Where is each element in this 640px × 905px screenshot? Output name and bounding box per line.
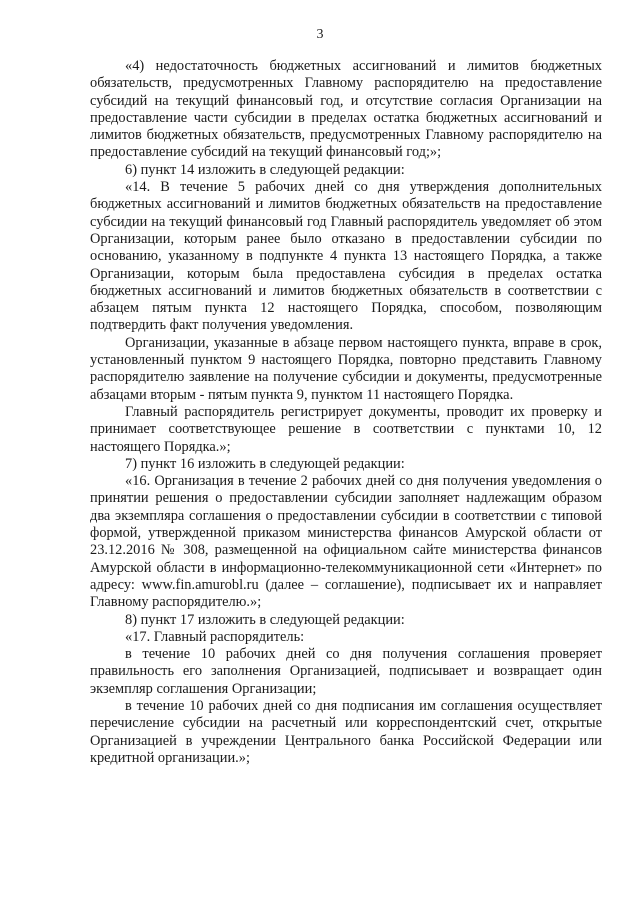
paragraph-point-14-organizations: Организации, указанные в абзаце первом настоящего пункта, вправе в срок, установленный пунктом 9 настоящего Порядка, повторно представить Главному распорядителю заявление на получение субсидии и документы, предусмотренные абзацами вторым - пятым пункта 9, пунктом 11 настоящего Порядка.	[90, 334, 602, 403]
paragraph-item-8-intro: 8) пункт 17 изложить в следующей редакции:	[125, 611, 405, 628]
paragraph-point-14: «14. В течение 5 рабочих дней со дня утверждения дополнительных бюджетных ассигнований и лимитов бюджетных обязательств на предоставление субсидии на текущий финансовый год Главный распорядитель уведомляет об этом Организации, которым ранее было отказано в предоставлении субсидии по основанию, указанному в подпункте 4 пункта 13 настоящего Порядка, а также Организации, которым была предоставлена субсидия в пределах остатка бюджетных ассигнований и лимитов бюджетных обязательств в соответствии с абзацем пятым пункта 12 настоящего Порядка, способом, позволяющим подтвердить факт получения уведомления.	[90, 179, 602, 334]
paragraph-point-14-registration: Главный распорядитель регистрирует документы, проводит их проверку и принимает соответствующее решение в соответствии с пунктами 10, 12 настоящего Порядка.»;	[90, 403, 602, 455]
paragraph-point-17-transfer: в течение 10 рабочих дней со дня подписания им соглашения осуществляет перечисление субсидии на расчетный или корреспондентский счет, открытые Организацией в учреждении Центрального банка Российской Федерации или кредитной организации.»;	[90, 697, 602, 766]
paragraph-item-6-intro: 6) пункт 14 изложить в следующей редакции:	[125, 161, 405, 178]
page-number: 3	[316, 27, 324, 42]
paragraph-point-17-header: «17. Главный распорядитель:	[125, 628, 305, 645]
paragraph-clause-4: «4) недостаточность бюджетных ассигнований и лимитов бюджетных обязательств, предусмотренных Главному распорядителю на предоставление субсидий на текущий финансовый год, и отсутствие согласия Организации на предоставление части субсидии в пределах остатка бюджетных ассигнований и лимитов бюджетных обязательств, предусмотренных Главному распорядителю на предоставление субсидий на текущий финансовый год;»;	[90, 58, 602, 161]
paragraph-point-16: «16. Организация в течение 2 рабочих дней со дня получения уведомления о принятии решения о предоставлении субсидии заполняет надлежащим образом два экземпляра соглашения о предоставлении субсидии в соответствии с типовой формой, утвержденной приказом министерства финансов Амурской области от 23.12.2016 № 308, размещенной на официальном сайте министерства финансов Амурской области в информационно-телекоммуникационной сети «Интернет» по адресу: www.fin.amurobl.ru (далее – соглашение), подписывает их и направляет Главному распорядителю.»;	[90, 473, 602, 611]
document-body	[90, 58, 602, 767]
paragraph-item-7-intro: 7) пункт 16 изложить в следующей редакции:	[125, 455, 405, 472]
paragraph-point-17-check: в течение 10 рабочих дней со дня получения соглашения проверяет правильность его заполнения Организацией, подписывает и возвращает один экземпляр соглашения Организации;	[90, 646, 602, 697]
